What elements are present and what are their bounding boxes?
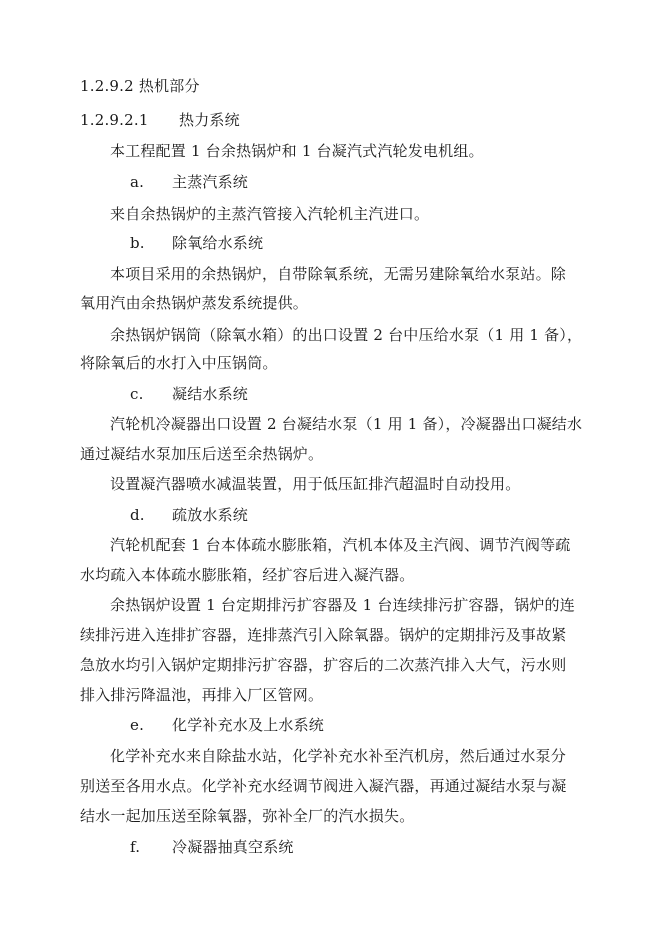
item-title: 疏放水系统 <box>172 506 249 524</box>
paragraph-line: 汽轮机冷凝器出口设置 2 台凝结水泵（1 用 1 备），冷凝器出口凝结水 <box>110 415 583 433</box>
item-heading-a <box>130 172 248 192</box>
item-letter: b. <box>130 234 145 252</box>
paragraph-line: 排入排污降温池，再排入厂区管网。 <box>80 686 324 704</box>
item-letter: c. <box>130 385 144 403</box>
item-title: 冷凝器抽真空系统 <box>172 838 294 856</box>
item-heading-f <box>130 837 294 857</box>
item-heading-c <box>130 384 248 404</box>
item-heading-e <box>130 715 324 735</box>
paragraph-line: 急放水均引入锅炉定期排污扩容器，扩容后的二次蒸汽排入大气，污水则 <box>80 656 567 674</box>
intro-paragraph: 本工程配置 1 台余热锅炉和 1 台凝汽式汽轮发电机组。 <box>110 142 484 160</box>
paragraph-line: 汽轮机配套 1 台本体疏水膨胀箱，汽机本体及主汽阀、调节汽阀等疏 <box>110 536 571 554</box>
paragraph-line: 通过凝结水泵加压后送至余热锅炉。 <box>80 445 324 463</box>
paragraph-line: 余热锅炉设置 1 台定期排污扩容器及 1 台连续排污扩容器，锅炉的连 <box>110 596 575 614</box>
item-title: 除氧给水系统 <box>172 234 264 252</box>
paragraph-line: 结水一起加压送至除氧器，弥补全厂的汽水损失。 <box>80 807 415 825</box>
subsection-heading: 1.2.9.2.1 热力系统 <box>80 111 240 129</box>
item-title: 主蒸汽系统 <box>172 173 249 191</box>
paragraph-line: 余热锅炉锅筒（除氧水箱）的出口设置 2 台中压给水泵（1 用 1 备）， <box>110 326 583 344</box>
paragraph-line: 水均疏入本体疏水膨胀箱，经扩容后进入凝汽器。 <box>80 566 415 584</box>
paragraph-line: 来自余热锅炉的主蒸汽管接入汽轮机主汽进口。 <box>110 205 430 223</box>
item-heading-d <box>130 505 248 525</box>
paragraph-line: 续排污进入连排扩容器，连排蒸汽引入除氧器。锅炉的定期排污及事故紧 <box>80 626 567 644</box>
section-heading: 1.2.9.2 热机部分 <box>80 77 200 95</box>
paragraph-line: 化学补充水来自除盐水站，化学补充水补至汽机房，然后通过水泵分 <box>110 747 567 765</box>
item-title: 化学补充水及上水系统 <box>172 716 325 734</box>
item-letter: a. <box>130 173 145 191</box>
paragraph-line: 本项目采用的余热锅炉，自带除氧系统，无需另建除氧给水泵站。除 <box>110 265 567 283</box>
item-letter: d. <box>130 506 145 524</box>
paragraph-line: 氧用汽由余热锅炉蒸发系统提供。 <box>80 294 309 312</box>
item-letter: f. <box>130 838 141 856</box>
item-letter: e. <box>130 716 145 734</box>
item-heading-b <box>130 233 263 253</box>
paragraph-line: 别送至各用水点。化学补充水经调节阀进入凝汽器，再通过凝结水泵与凝 <box>80 777 567 795</box>
paragraph-line: 将除氧后的水打入中压锅筒。 <box>80 354 278 372</box>
item-title: 凝结水系统 <box>172 385 249 403</box>
paragraph-line: 设置凝汽器喷水减温装置，用于低压缸排汽超温时自动投用。 <box>110 475 521 493</box>
